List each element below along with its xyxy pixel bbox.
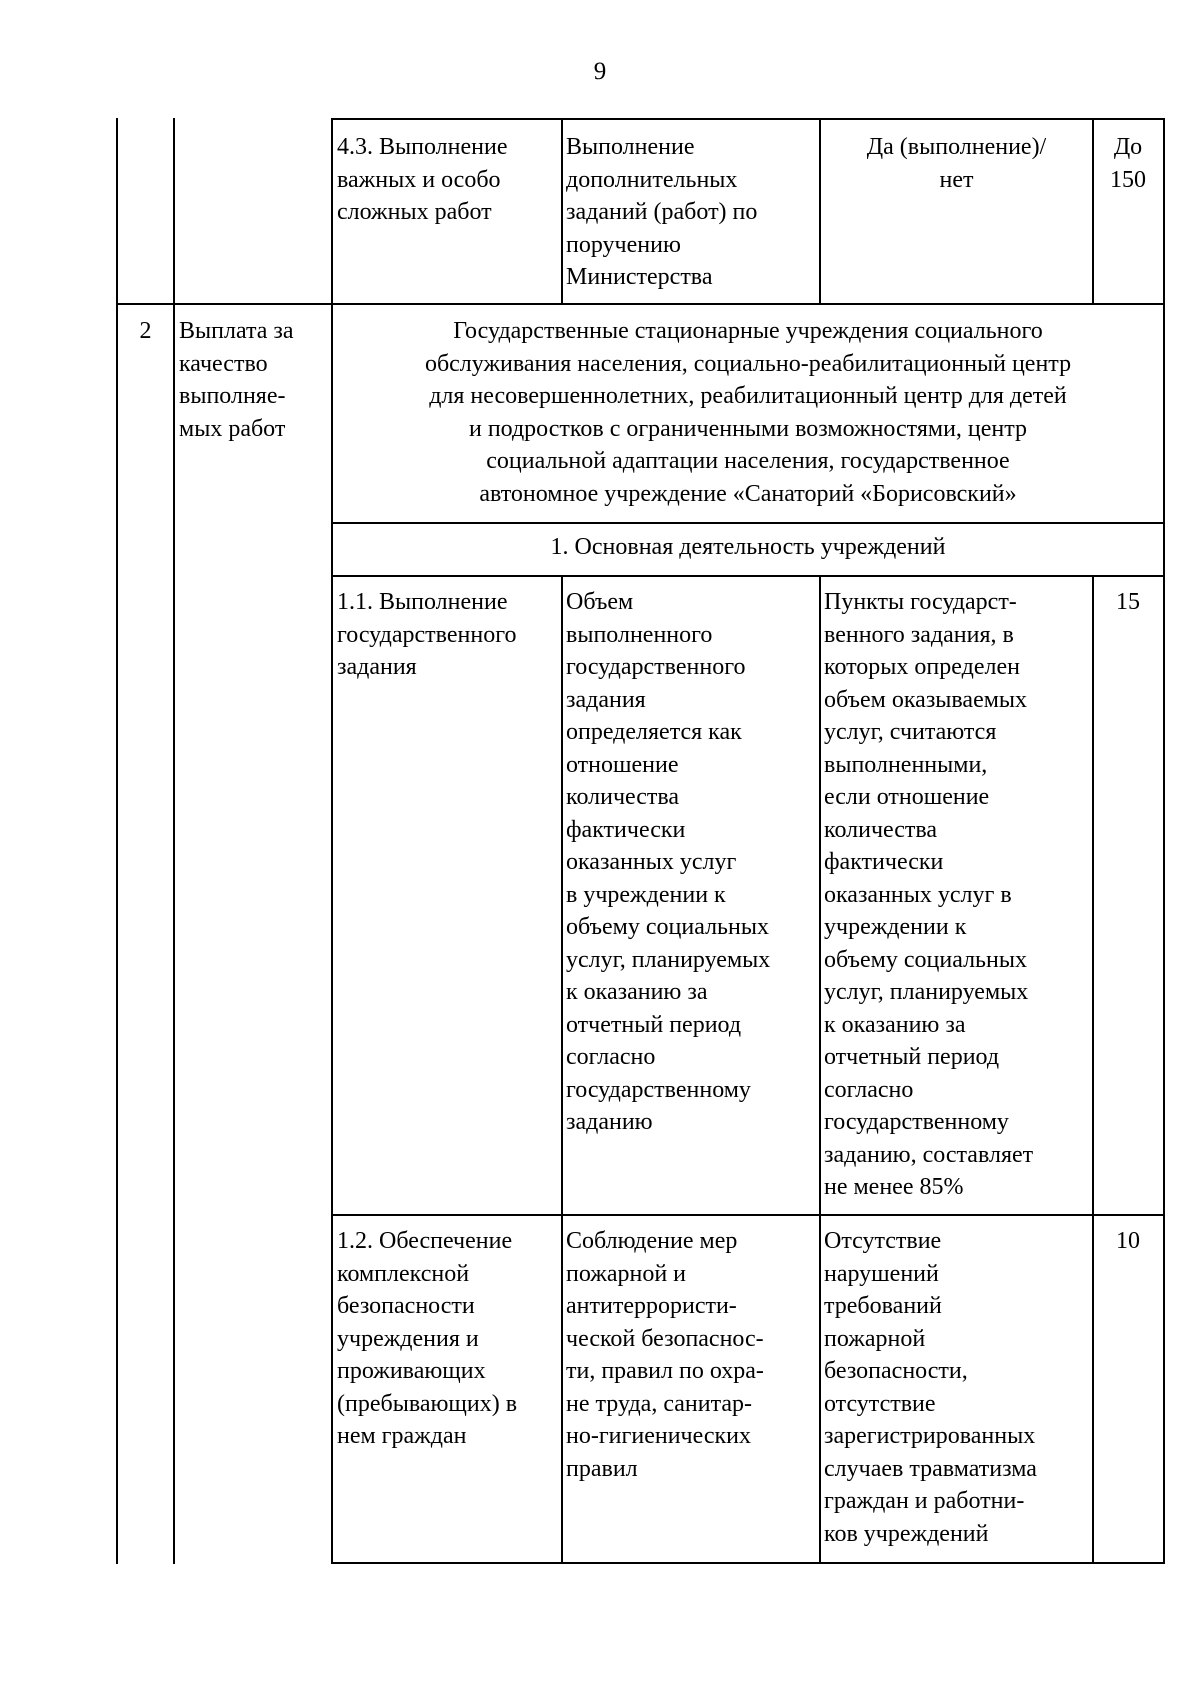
row-separator — [116, 303, 1165, 305]
table-divider-col4 — [819, 118, 821, 304]
row-separator — [331, 1214, 1165, 1216]
condition-1-1: Пункты государст- венного задания, в которых определен объем оказываемых услуг, считаются выполненными, если отношение количества фактически оказанных услуг в учреждении к объему социальных услуг, планируемых к оказанию за отчетный период согласно государственному заданию, составляет не менее 85% — [824, 589, 1034, 1200]
table-divider-col4 — [819, 576, 821, 1564]
table-divider-col5 — [1092, 576, 1094, 1564]
institutions-heading: Государственные стационарные учреждения социального обслуживания населения, социально-реабилитационный центр для несовершеннолетних, реабилитационный центр для детей и подростков с ограниченными возможностями, центр социальной адаптации населения, государственное автономное учреждение «Санаторий «Борисовский» — [424, 318, 1072, 507]
table-divider-col2 — [331, 118, 333, 1564]
table-divider-col5 — [1092, 118, 1094, 304]
criterion-1-1: 1.1. Выполнение государственного задания — [337, 589, 517, 680]
table-divider-col1 — [173, 118, 175, 1564]
criterion-4-3: 4.3. Выполнение важных и особо сложных работ — [337, 134, 508, 225]
section-heading: 1. Основная деятельность учреждений — [550, 534, 946, 560]
table-border-right — [1163, 118, 1165, 1564]
indicator-1-1: Объем выполненного государственного задания определяется как отношение количества фактически оказанных услуг в учреждении к объему социальных услуг, планируемых к оказанию за отчетный период согласно государственному заданию — [566, 589, 771, 1135]
row-separator — [331, 575, 1165, 577]
score-4-3: До 150 — [1110, 134, 1146, 193]
row-separator — [331, 522, 1165, 524]
table-divider-col3 — [561, 576, 563, 1564]
condition-4-3: Да (выполнение)/ нет — [866, 134, 1047, 193]
indicator-1-2: Соблюдение мер пожарной и антитеррористи- ческой безопаснос- ти, правил по охра- не труда, санитар- но-гигиенических правил — [566, 1228, 764, 1482]
table-divider-col3 — [561, 118, 563, 304]
page-number: 9 — [593, 58, 607, 85]
table-border-top — [331, 118, 1165, 120]
payment-number: 2 — [139, 318, 152, 344]
payment-name: Выплата за качество выполняе- мых работ — [179, 318, 294, 442]
score-1-2: 10 — [1116, 1228, 1140, 1254]
indicator-4-3: Выполнение дополнительных заданий (работ) по поручению Министерства — [566, 134, 758, 290]
score-1-1: 15 — [1116, 589, 1140, 615]
table-border-bottom — [331, 1562, 1165, 1564]
criterion-1-2: 1.2. Обеспечение комплексной безопасности учреждения и проживающих (пребывающих) в нем граждан — [337, 1228, 518, 1449]
condition-1-2: Отсутствие нарушений требований пожарной безопасности, отсутствие зарегистрированных случаев травматизма граждан и работни- ков учреждений — [824, 1228, 1037, 1547]
